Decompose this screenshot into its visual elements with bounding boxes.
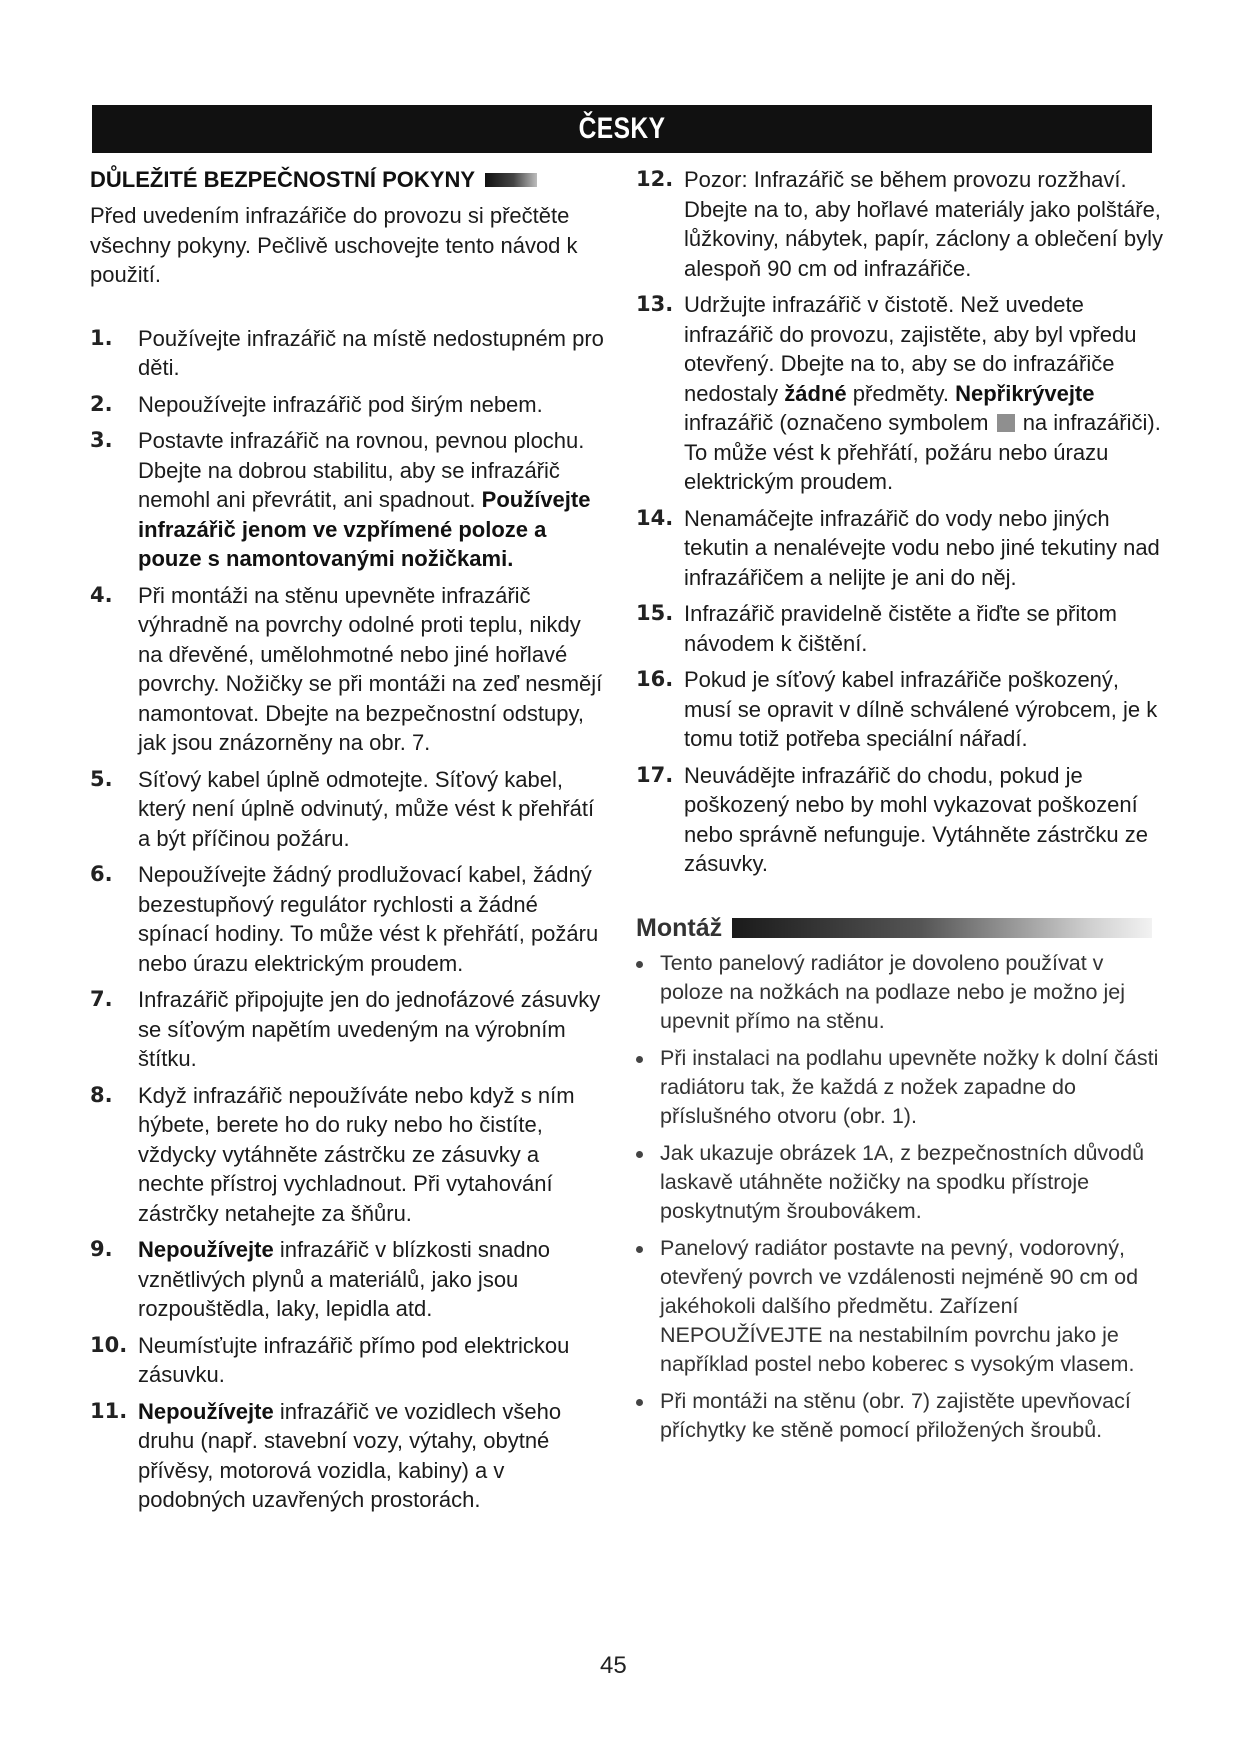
do-not-cover-symbol-icon — [997, 414, 1015, 432]
safety-item-5 — [90, 765, 610, 854]
item-text — [138, 428, 590, 571]
assembly-bullet — [636, 1234, 1166, 1379]
item-text-normal: infrazářič ve vozidlech všeho druhu (např. stavební vozy, výtahy, obytné přívěsy, motorová vozidla, kabiny) a v podobných uzavřených prostorách. — [138, 1398, 562, 1512]
bullet-text: Jak ukazuje obrázek 1A, z bezpečnostních důvodů laskavě utáhněte nožičky na spodku přístroje poskytnutým šroubovákem. — [660, 1140, 1145, 1223]
item-number: 8. — [90, 1082, 113, 1107]
item-text-normal: infrazářič (označeno symbolem — [684, 410, 995, 435]
item-text: Pokud je síťový kabel infrazářiče poškozený, musí se opravit v dílně schválené výrobcem, je k tomu totiž potřeba speciální nářadí. — [684, 667, 1158, 751]
item-text: Nenamáčejte infrazářič do vody nebo jiných tekutin a nenalévejte vodu nebo jiné tekutiny nad infrazářičem a nelijte je ani do něj. — [684, 505, 1160, 590]
safety-item-1 — [90, 324, 610, 383]
item-number: 17. — [636, 762, 674, 787]
item-text — [138, 1399, 561, 1513]
bullet-text: Při montáži na stěnu (obr. 7) zajistěte upevňovací příchytky ke stěně pomocí přiložených šroubů. — [660, 1388, 1131, 1442]
bullet-text: Panelový radiátor postavte na pevný, vodorovný, otevřený povrch ve vzdálenosti nejméně 90 cm od jakéhokoli dalšího předmětu. Zařízení NEPOUŽÍVEJTE na nestabilním povrchu jako je například postel nebo koberec s vysokým vlasem. — [660, 1235, 1139, 1376]
bullet-dot-icon — [636, 961, 643, 968]
safety-item-12 — [636, 165, 1166, 283]
item-number: 14. — [636, 505, 674, 530]
item-text-bold: Používejte infrazářič jenom ve vzpřímené poloze a pouze s namontovanými nožičkami. — [138, 487, 591, 571]
language-title: ČESKY — [578, 112, 666, 145]
item-number: 1. — [90, 325, 113, 350]
assembly-gradient-bar — [732, 918, 1152, 938]
bullet-dot-icon — [636, 1399, 643, 1406]
item-number: 6. — [90, 862, 113, 886]
safety-item-7 — [90, 985, 610, 1074]
language-header-bar — [92, 105, 1152, 153]
item-number: 11. — [90, 1398, 128, 1423]
item-text-normal: Postavte infrazářič na rovnou, pevnou plochu. Dbejte na dobrou stabilitu, aby se infrazářič nemohl ani převrátit, ani spadnout. — [138, 428, 585, 512]
item-text-bold: Nepřikrývejte — [955, 380, 1095, 406]
item-text: Když infrazářič nepoužíváte nebo když s ním hýbete, berete ho do ruky nebo ho čistíte, vždycky vytáhněte zástrčku ze zásuvky a nechte přístroj vychladnout. Při vytahování zástrčky netahejte za šňůru. — [138, 1082, 575, 1226]
item-number: 16. — [636, 667, 674, 691]
item-text-normal: na infrazářiči). To může vést k přehřátí, požáru nebo úrazu elektrickým proudem. — [684, 410, 1161, 494]
safety-heading-text: DŮLEŽITÉ BEZPEČNOSTNÍ POKYNY — [90, 167, 476, 192]
safety-item-17 — [636, 761, 1166, 879]
safety-item-10 — [90, 1331, 610, 1390]
safety-heading — [90, 165, 610, 195]
assembly-bullet — [636, 949, 1166, 1036]
item-text — [684, 292, 1161, 494]
item-text-normal: infrazářič v blízkosti snadno vznětlivých plynů a materiálů, jako jsou rozpouštědla, laky, lepidla atd. — [138, 1237, 551, 1321]
safety-item-11 — [90, 1397, 610, 1515]
safety-item-3 — [90, 426, 610, 574]
item-text: Infrazářič připojujte jen do jednofázové zásuvky se síťovým napětím uvedeným na výrobním štítku. — [138, 987, 601, 1071]
safety-item-15 — [636, 599, 1166, 658]
item-text: Používejte infrazářič na místě nedostupném pro děti. — [138, 325, 604, 380]
item-number: 12. — [636, 167, 674, 191]
safety-item-13 — [636, 290, 1166, 497]
item-number: 2. — [90, 391, 113, 416]
item-text: Neuvádějte infrazářič do chodu, pokud je poškozený nebo by mohl vykazovat poškození nebo správně nefunguje. Vytáhněte zástrčku ze zásuvky. — [684, 762, 1148, 876]
bullet-dot-icon — [636, 1056, 643, 1063]
item-text-bold: Nepoužívejte — [138, 1237, 274, 1262]
heading-gradient-bar — [485, 173, 537, 187]
assembly-heading — [636, 911, 1166, 945]
assembly-bullet — [636, 1044, 1166, 1131]
assembly-bullet — [636, 1387, 1166, 1445]
right-column — [636, 165, 1166, 1445]
item-text: Nepoužívejte infrazářič pod širým nebem. — [138, 391, 543, 417]
item-number: 10. — [90, 1332, 128, 1357]
item-text-normal: Udržujte infrazářič v čistotě. Než uvedete infrazářič do provozu, zajistěte, aby byl vpředu otevřený. Dbejte na to, aby se do infrazářiče nedostaly — [684, 292, 1137, 406]
item-text: Neumísťujte infrazářič přímo pod elektrickou zásuvku. — [138, 1332, 570, 1387]
safety-intro: Před uvedením infrazářiče do provozu si přečtěte všechny pokyny. Pečlivě uschovejte tento návod k použití. — [90, 203, 578, 287]
safety-item-4 — [90, 581, 610, 758]
left-column — [90, 165, 610, 1522]
safety-item-8 — [90, 1081, 610, 1229]
page-number: 45 — [600, 1652, 627, 1679]
item-text — [138, 1237, 550, 1321]
assembly-heading-text: Montáž — [636, 913, 723, 942]
item-number: 7. — [90, 987, 113, 1011]
safety-item-2 — [90, 390, 610, 420]
item-number: 5. — [90, 766, 113, 791]
bullet-text: Tento panelový radiátor je dovoleno používat v poloze na nožkách na podlaze nebo je možno jej upevnit přímo na stěnu. — [660, 950, 1125, 1033]
safety-item-14 — [636, 504, 1166, 593]
item-number: 15. — [636, 601, 674, 625]
item-text: Při montáži na stěnu upevněte infrazářič výhradně na povrchy odolné proti teplu, nikdy na dřevěné, umělohmotné nebo jiné hořlavé povrchy. Nožičky se při montáži na zeď nesmějí namontovat. Dbejte na bezpečnostní odstupy, jak jsou znázorněny na obr. 7. — [138, 582, 603, 755]
item-text: Síťový kabel úplně odmotejte. Síťový kabel, který není úplně odvinutý, může vést k přehřátí a být příčinou požáru. — [138, 766, 595, 851]
assembly-section — [636, 911, 1166, 1445]
item-number: 3. — [90, 428, 113, 452]
item-text: Infrazářič pravidelně čistěte a řiďte se přitom návodem k čištění. — [684, 601, 1117, 656]
bullet-dot-icon — [636, 1246, 643, 1253]
item-text-normal: předměty. — [846, 380, 956, 406]
item-text-bold: Nepoužívejte — [138, 1398, 274, 1424]
item-text: Pozor: Infrazářič se během provozu rozžhaví. Dbejte na to, aby hořlavé materiály jako polštáře, lůžkoviny, nábytek, papír, záclony a oblečení byly alespoň 90 cm od infrazářiče. — [684, 167, 1163, 281]
assembly-bullet — [636, 1139, 1166, 1226]
safety-item-6 — [90, 860, 610, 978]
safety-item-16 — [636, 665, 1166, 754]
safety-item-9 — [90, 1235, 610, 1324]
item-text: Nepoužívejte žádný prodlužovací kabel, žádný bezestupňový regulátor rychlosti a žádné spínací hodiny. To může vést k přehřátí, požáru nebo úrazu elektrickým proudem. — [138, 862, 599, 976]
bullet-dot-icon — [636, 1151, 643, 1158]
bullet-text: Při instalaci na podlahu upevněte nožky k dolní části radiátoru tak, že každá z nožek zapadne do příslušného otvoru (obr. 1). — [660, 1045, 1159, 1128]
item-text-bold: žádné — [784, 380, 847, 406]
item-number: 9. — [90, 1237, 113, 1261]
item-number: 4. — [90, 582, 113, 607]
item-number: 13. — [636, 292, 674, 316]
